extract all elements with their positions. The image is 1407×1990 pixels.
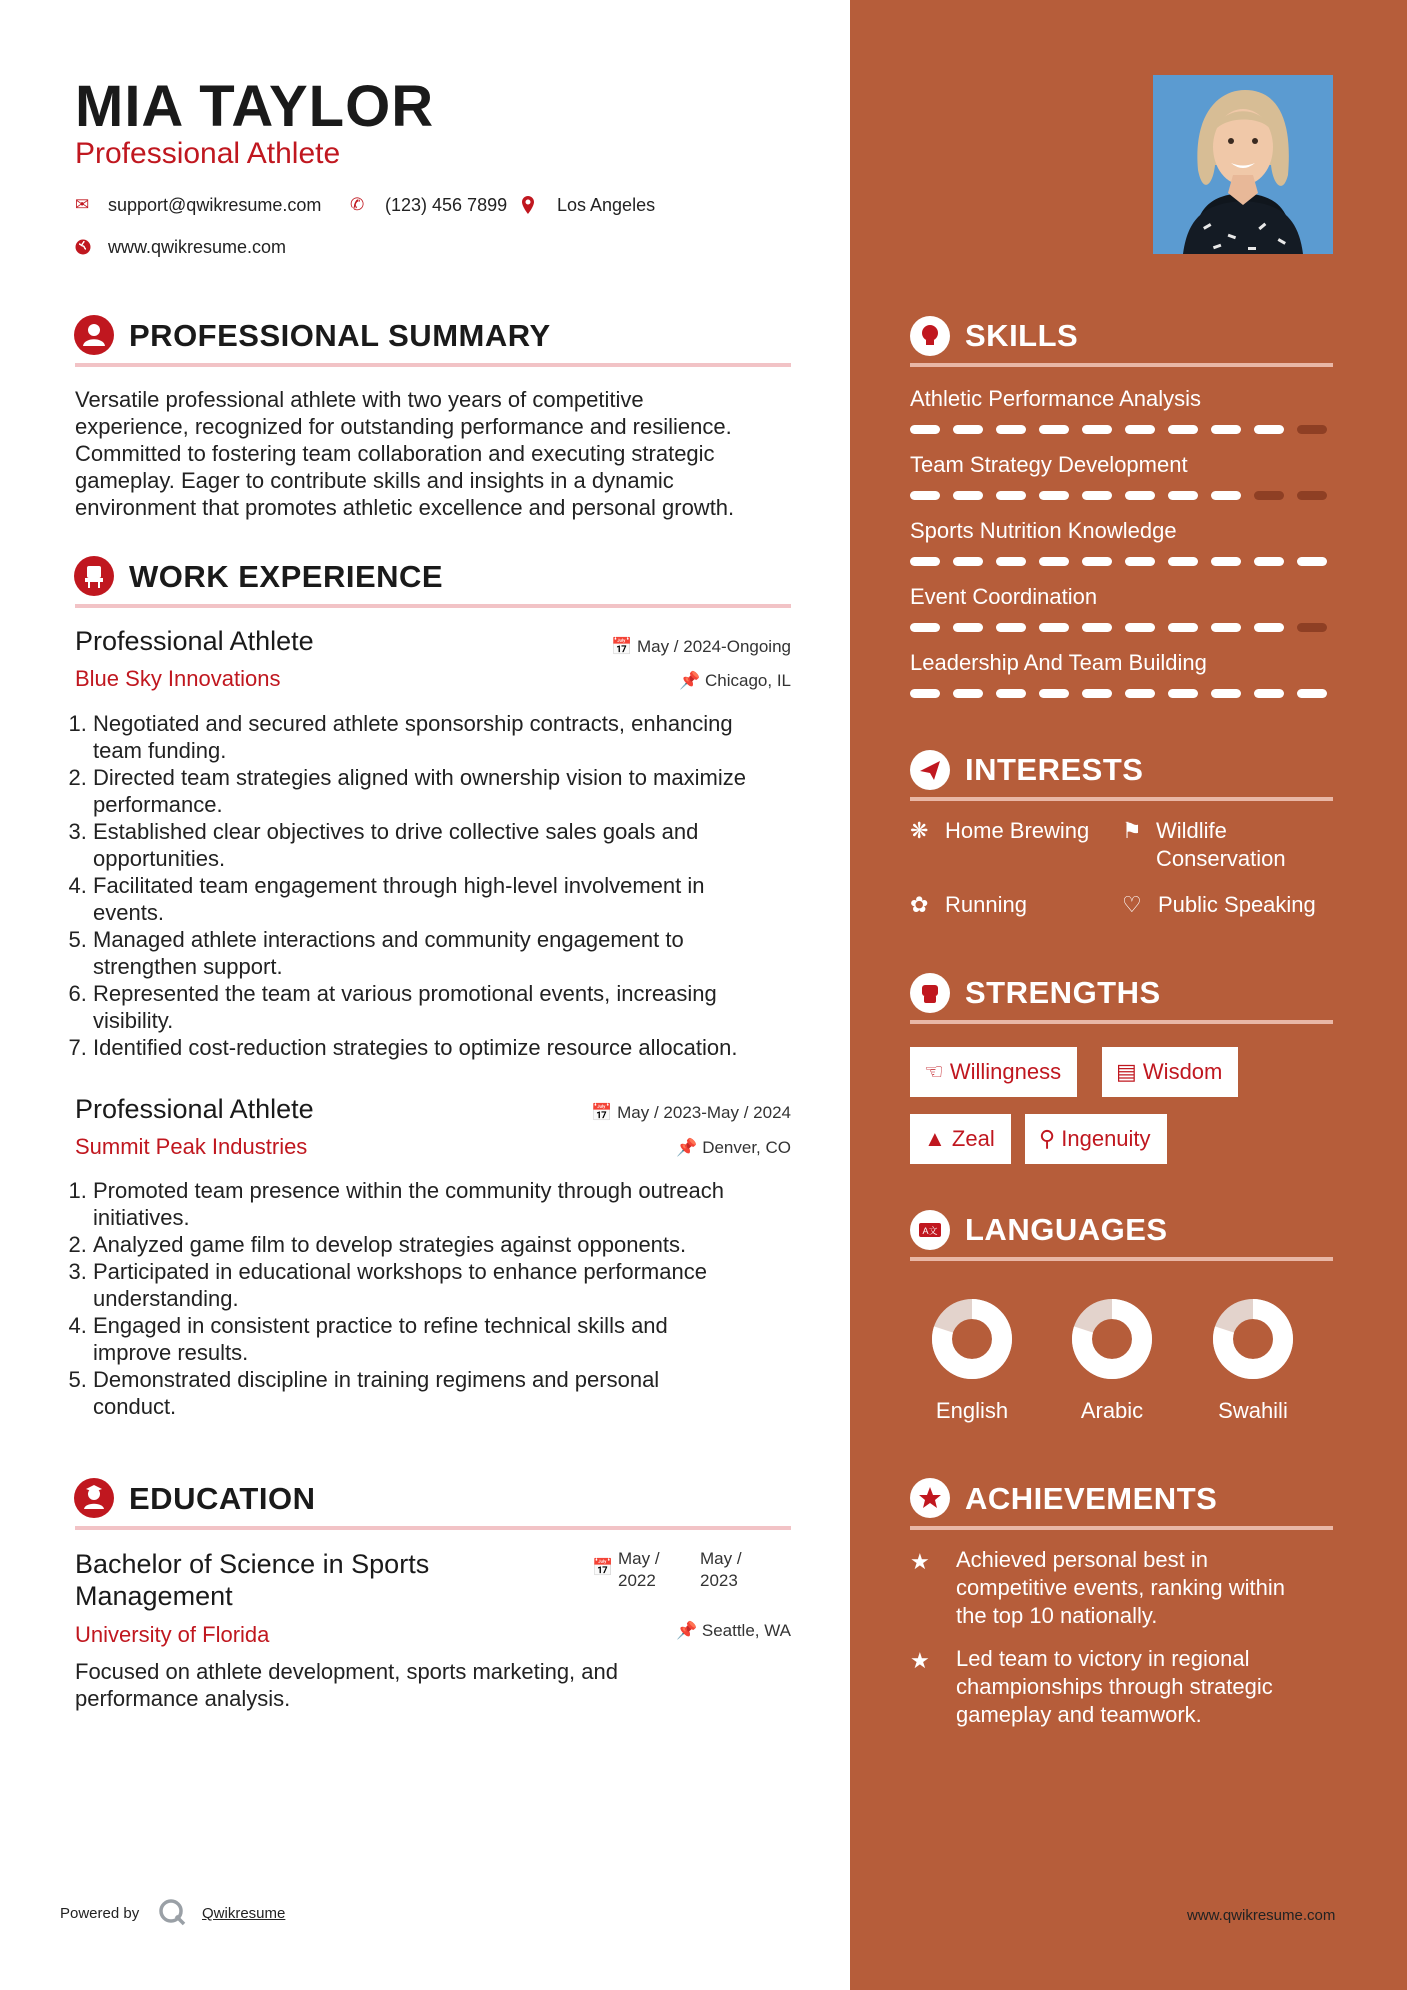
strength-tag: ▲ Zeal [910,1114,1011,1164]
skill-dot [1254,689,1284,698]
skill-dot [1039,425,1069,434]
strength-tag: ▤ Wisdom [1102,1047,1238,1097]
skill-dot [1211,623,1241,632]
interest-item: Running [945,892,1027,917]
skill-label: Team Strategy Development [910,452,1188,477]
brand-link[interactable]: Qwikresume [202,1905,286,1922]
skill-dot [1168,557,1198,566]
thumbs-up-icon: ☜ [924,1059,944,1084]
pin-icon: 📌 [679,671,701,690]
achievement-item: Achieved personal best in competitive events, ranking within the top 10 nationally. [956,1547,1285,1628]
list-item: 3. Participated in educational workshops to enhance performance understanding. [93,1258,813,1312]
skill-dot [1168,689,1198,698]
skill-dot [953,689,983,698]
work-heading: WORK EXPERIENCE [129,559,444,594]
skill-dot [1168,623,1198,632]
shooting-star-icon: ★ [910,1549,930,1574]
language-label: English [935,1398,1009,1423]
skill-dot [1125,623,1155,632]
achievement-item: Led team to victory in regional championships through strategic gameplay and teamwork. [956,1646,1273,1727]
fire-icon: ▲ [924,1126,946,1151]
summary-divider [75,363,791,367]
heartbeat-icon: ♡ [1122,892,1142,917]
list-item: 2. Analyzed game film to develop strategies against opponents. [93,1231,813,1258]
skill-dot [996,557,1026,566]
list-item: 7. Identified cost-reduction strategies to optimize resource allocation. [93,1034,813,1061]
skill-dot [910,425,940,434]
list-item: 5. Managed athlete interactions and community engagement to strengthen support. [93,926,813,980]
edu-location: 📌 Seattle, WA [675,1621,791,1640]
skill-dot [1082,491,1112,500]
skill-dot [1082,689,1112,698]
strength-tag: ⚲ Ingenuity [1025,1114,1167,1164]
company-name: Blue Sky Innovations [75,666,281,691]
skill-dot [1297,491,1327,500]
skill-dot [1168,425,1198,434]
skill-dot [1297,689,1327,698]
list-item: 2. Directed team strategies aligned with ownership vision to maximize performance. [93,764,813,818]
skill-dot [953,557,983,566]
skill-dot [996,491,1026,500]
skill-dot [1082,425,1112,434]
user-icon [74,315,114,355]
skill-dot [1211,689,1241,698]
strengths-divider [910,1020,1333,1024]
skill-dot [953,623,983,632]
skill-dot [910,689,940,698]
skill-dot [1168,491,1198,500]
book-icon: ▤ [1116,1059,1137,1084]
job-location: 📌 Denver, CO [676,1138,791,1157]
skill-dot [1297,623,1327,632]
language-label: Arabic [1080,1398,1144,1423]
achievements-heading: ACHIEVEMENTS [965,1481,1218,1516]
list-item: 1. Negotiated and secured athlete sponsorship contracts, enhancing team funding. [93,710,813,764]
list-item: 1. Promoted team presence within the community through outreach initiatives. [93,1177,813,1231]
skill-dot [1125,425,1155,434]
candidate-title: Professional Athlete [75,137,341,170]
graduate-icon [74,1478,114,1518]
skill-dot [910,557,940,566]
lightbulb-icon: ⚲ [1039,1126,1056,1151]
skill-dot [1254,425,1284,434]
footer-url[interactable]: www.qwikresume.com [1187,1907,1336,1924]
job-date: 📅 May / 2023-May / 2024 [591,1103,791,1122]
language-ring [1211,1297,1295,1381]
location-text: Los Angeles [557,195,656,215]
skill-dot [1039,689,1069,698]
skill-dot [1082,557,1112,566]
strengths-heading: STRENGTHS [965,975,1161,1010]
list-item: 6. Represented the team at various promotional events, increasing visibility. [93,980,813,1034]
list-item: 4. Facilitated team engagement through high-level involvement in events. [93,872,813,926]
skill-dot [953,425,983,434]
skill-dot [1297,557,1327,566]
skill-dot [910,491,940,500]
job-title: Professional Athlete [75,626,314,656]
calendar-icon: 📅 [611,637,633,656]
email-link[interactable]: support@qwikresume.com [108,195,322,215]
interest-item: Wildlife Conservation [1156,818,1286,871]
fist-icon [910,973,950,1013]
globe-icon [75,239,91,255]
skill-label: Event Coordination [910,584,1098,609]
language-ring [930,1297,1014,1381]
skill-dot [1125,689,1155,698]
skill-meter [910,425,1327,434]
skill-meter [910,491,1327,500]
degree-title: Bachelor of Science in Sports Management [75,1549,430,1611]
skill-dot [1125,557,1155,566]
lightbulb-icon [910,316,950,356]
puzzle-icon: ❋ [910,818,929,843]
languages-heading: LANGUAGES [965,1212,1168,1247]
summary-heading: PROFESSIONAL SUMMARY [129,318,551,353]
skill-dot [996,689,1026,698]
skill-meter [910,689,1327,698]
qwikresume-logo-icon [158,1898,186,1926]
language-label: Swahili [1218,1398,1288,1423]
phone-text: (123) 456 7899 [385,195,508,215]
skill-dot [1039,557,1069,566]
job-location: 📌 Chicago, IL [679,671,791,690]
pin-icon: 📌 [675,1621,698,1640]
job-title: Professional Athlete [75,1094,314,1124]
job-date: 📅 May / 2024-Ongoing [611,637,791,656]
skill-dot [1211,425,1241,434]
interest-item: Public Speaking [1158,892,1316,917]
skill-label: Leadership And Team Building [910,650,1207,675]
map-marker-icon [522,196,534,214]
star-icon [910,1478,950,1518]
skill-dot [1254,557,1284,566]
skill-dot [1082,623,1112,632]
skill-dot [1254,491,1284,500]
list-item: 5. Demonstrated discipline in training regimens and personal conduct. [93,1366,813,1420]
skill-dot [996,623,1026,632]
paper-plane-icon [910,750,950,790]
education-divider [75,1526,791,1530]
skills-heading: SKILLS [965,318,1079,353]
powered-by-label: Powered by [60,1905,140,1922]
shooting-star-icon: ★ [910,1648,930,1673]
profile-photo [1153,75,1333,254]
skill-dot [996,425,1026,434]
edu-description: Focused on athlete development, sports marketing, and performance analysis. [75,1659,618,1711]
job-bullets [75,1177,813,1420]
envelope-icon: ✉ [75,195,90,214]
interest-item: Home Brewing [945,818,1090,843]
edu-date-end: May / 2023 [700,1549,742,1590]
map-icon: ⚑ [1122,818,1142,843]
candidate-name: MIA TAYLOR [75,74,435,139]
chair-icon [74,556,114,596]
skill-meter [910,557,1327,566]
achievements-divider [910,1526,1333,1530]
skill-meter [910,623,1327,632]
summary-text: Versatile professional athlete with two years of competitive experience, recognized for outstanding performance and resilience. Committed to fostering team collaboration and executing strategic gameplay. Eager to contribute skills and insights in a dynamic environment that promotes athletic excellence and personal growth. [75,387,735,520]
skill-dot [1039,491,1069,500]
work-divider [75,604,791,608]
paw-icon: ✿ [910,892,929,917]
calendar-icon: 📅 [591,1103,613,1122]
company-name: Summit Peak Industries [75,1134,308,1159]
skill-dot [953,491,983,500]
education-heading: EDUCATION [129,1481,316,1516]
interests-heading: INTERESTS [965,752,1144,787]
skill-dot [1125,491,1155,500]
list-item: 4. Engaged in consistent practice to refine technical skills and improve results. [93,1312,813,1366]
job-bullets [75,710,813,1061]
skill-dot [1254,623,1284,632]
pin-icon: 📌 [676,1138,698,1157]
skills-divider [910,363,1333,367]
skill-dot [1297,425,1327,434]
school-name: University of Florida [75,1622,270,1647]
skill-dot [910,623,940,632]
strength-tag: ☜ Willingness [910,1047,1077,1097]
interests-divider [910,797,1333,801]
edu-date-start: May / 2022 [618,1549,660,1590]
skill-dot [1211,557,1241,566]
language-icon [910,1210,950,1250]
skill-label: Athletic Performance Analysis [910,386,1202,411]
skill-dot [1039,623,1069,632]
svg-text:A文: A文 [922,1226,938,1236]
skill-label: Sports Nutrition Knowledge [910,518,1177,543]
languages-divider [910,1257,1333,1261]
website-link[interactable]: www.qwikresume.com [108,237,287,257]
skill-dot [1211,491,1241,500]
language-ring [1070,1297,1154,1381]
list-item: 3. Established clear objectives to drive collective sales goals and opportunities. [93,818,813,872]
phone-icon: ✆ [350,195,365,214]
calendar-icon: 📅 [592,1558,614,1577]
